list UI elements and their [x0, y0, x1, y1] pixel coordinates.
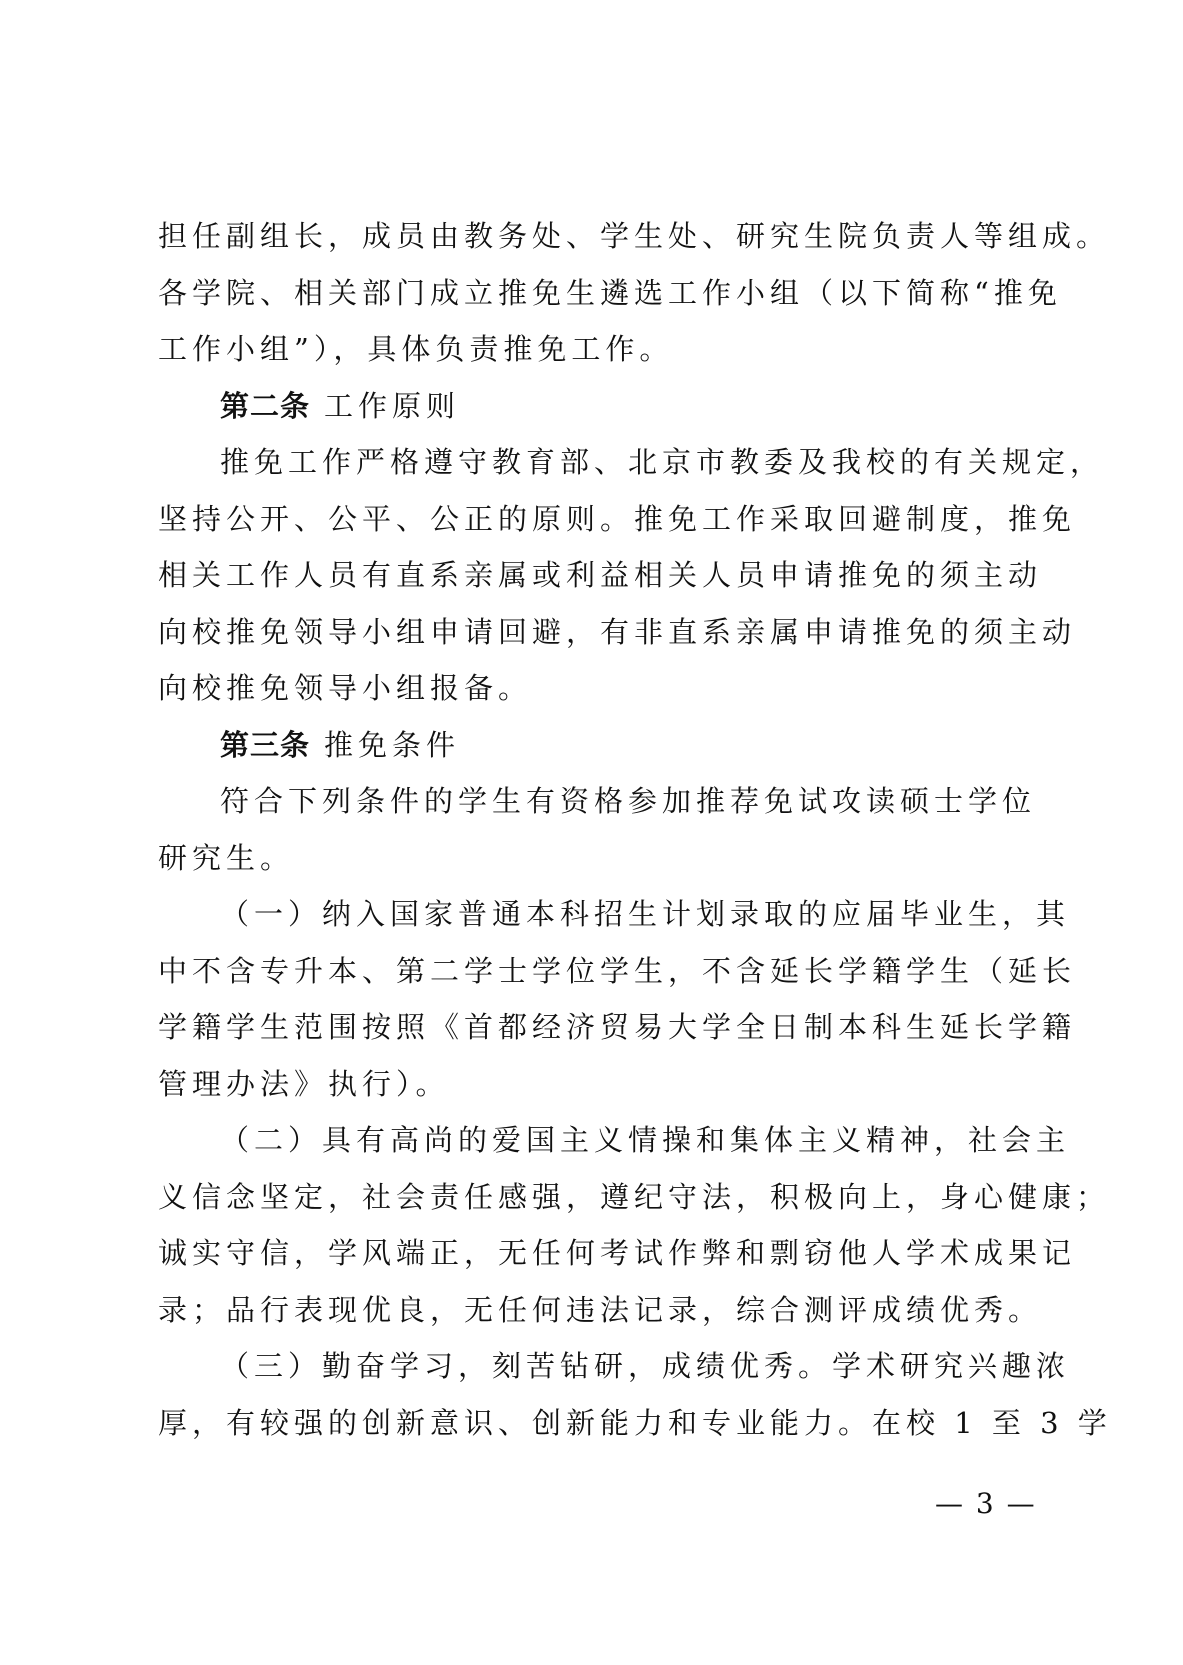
paragraph-line: 录；品行表现优良，无任何违法记录，综合测评成绩优秀。	[158, 1292, 1043, 1327]
article-2-label: 第二条	[220, 388, 311, 423]
article-3-title: 推免条件	[324, 727, 461, 762]
paragraph-line: 厚，有较强的创新意识、创新能力和专业能力。在校 1 至 3 学	[158, 1405, 1112, 1440]
article-2-title: 工作原则	[324, 388, 461, 423]
paragraph-line: 工作小组”），具体负责推免工作。	[158, 332, 674, 366]
paragraph-line: 诚实守信，学风端正，无任何考试作弊和剽窃他人学术成果记	[158, 1236, 1077, 1270]
paragraph-line: 义信念坚定，社会责任感强，遵纪守法，积极向上，身心健康；	[158, 1179, 1111, 1214]
article-3-heading	[158, 717, 1028, 774]
paragraph-line: 向校推免领导小组申请回避，有非直系亲属申请推免的须主动	[158, 614, 1077, 649]
article-2-heading	[158, 378, 1028, 435]
paragraph-line: 坚持公开、公平、公正的原则。推免工作采取回避制度，推免	[158, 501, 1077, 536]
article-3-label: 第三条	[220, 727, 311, 762]
paragraph-line: 担任副组长，成员由教务处、学生处、研究生院负责人等组成。	[158, 219, 1111, 253]
document-body	[158, 208, 1112, 1451]
paragraph-line: （一）纳入国家普通本科招生计划录取的应届毕业生，其	[220, 897, 1071, 931]
paragraph-line: 中不含专升本、第二学士学位学生，不含延长学籍学生（延长	[158, 953, 1077, 988]
paragraph-line: 相关工作人员有直系亲属或利益相关人员申请推免的须主动	[158, 558, 1043, 592]
paragraph-line: 符合下列条件的学生有资格参加推荐免试攻读硕士学位	[220, 784, 1037, 818]
paragraph-line: （三）勤奋学习，刻苦钻研，成绩优秀。学术研究兴趣浓	[220, 1349, 1071, 1383]
paragraph-line: 管理办法》执行）。	[158, 1066, 450, 1101]
paragraph-line: 向校推免领导小组报备。	[158, 671, 533, 705]
paragraph-line: 研究生。	[158, 840, 295, 875]
paragraph-line: （二）具有高尚的爱国主义情操和集体主义精神，社会主	[220, 1123, 1071, 1157]
page-number: — 3 —	[935, 1487, 1037, 1520]
paragraph-line: 学籍学生范围按照《首都经济贸易大学全日制本科生延长学籍	[158, 1010, 1077, 1044]
paragraph-line: 各学院、相关部门成立推免生遴选工作小组（以下简称“推免	[158, 275, 1062, 310]
paragraph-line: 推免工作严格遵守教育部、北京市教委及我校的有关规定，	[220, 445, 1105, 479]
